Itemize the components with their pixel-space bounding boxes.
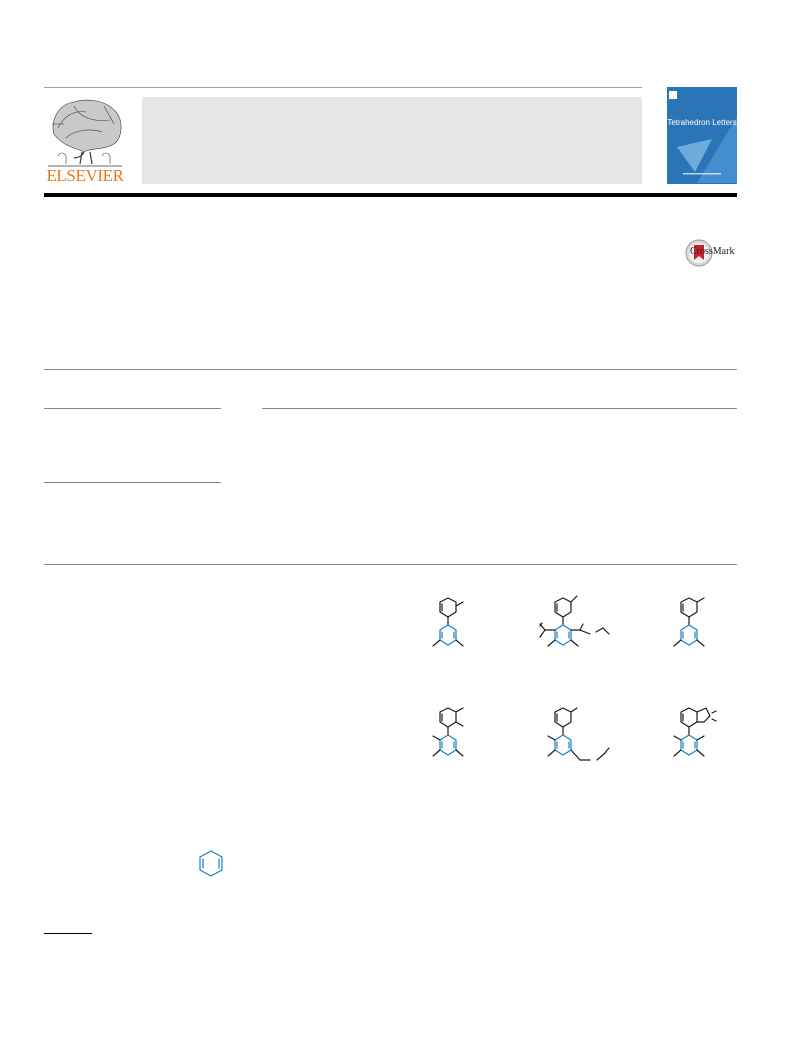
top-rule — [44, 87, 642, 88]
publisher-name: ELSEVIER — [46, 166, 124, 185]
crossmark-label[interactable]: CrossMark — [690, 246, 735, 257]
article-info-top-rule — [44, 369, 737, 370]
compound-structure — [674, 708, 716, 756]
journal-cover-image — [667, 87, 737, 184]
compound-structure — [674, 598, 704, 646]
compound-structure — [548, 708, 609, 760]
article-info-rule — [44, 408, 221, 409]
masthead-rule — [44, 193, 737, 197]
journal-header-banner — [142, 97, 642, 184]
journal-cover-title: Tetrahedron Letters — [667, 118, 737, 127]
abstract-bottom-rule — [44, 564, 737, 565]
footnote-rule — [44, 933, 92, 934]
compound-structure — [433, 708, 463, 756]
compound-structure — [540, 596, 609, 646]
dihydropyridine-ring-icon — [200, 851, 222, 876]
abstract-rule — [262, 408, 737, 409]
compound-structure — [433, 598, 463, 646]
keywords-rule — [44, 482, 221, 483]
